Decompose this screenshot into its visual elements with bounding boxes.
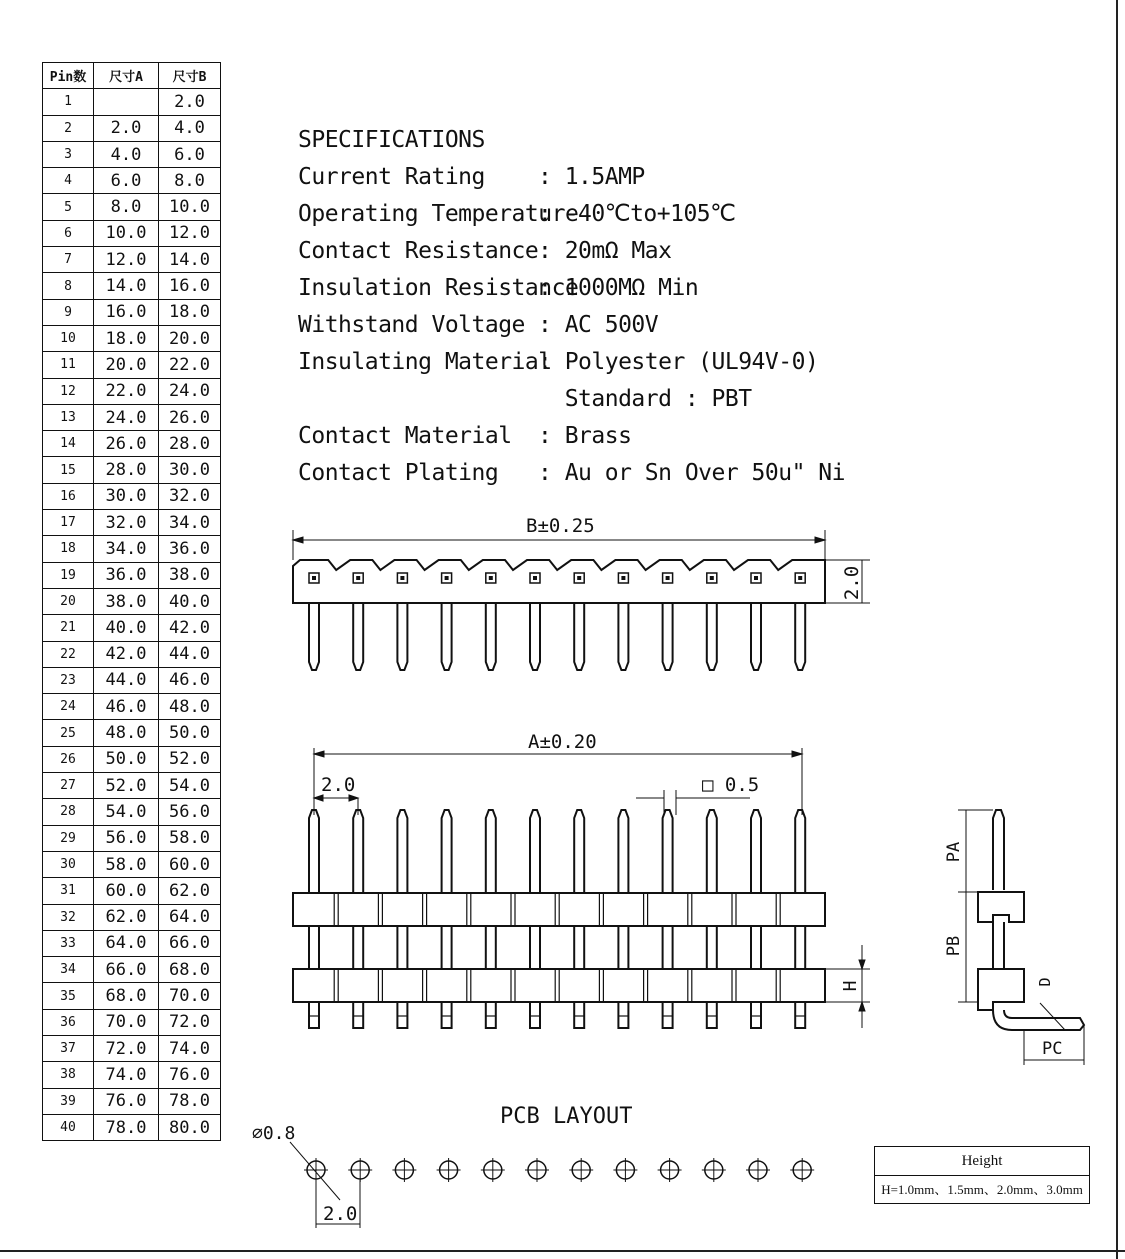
pin-count-cell: 33 bbox=[43, 930, 94, 956]
front-pin bbox=[707, 603, 717, 670]
size-a-cell: 16.0 bbox=[94, 299, 159, 325]
front-pin bbox=[353, 603, 363, 670]
top-pin-upper bbox=[530, 810, 540, 893]
size-a-cell: 54.0 bbox=[94, 799, 159, 825]
pin-count-cell: 22 bbox=[43, 641, 94, 667]
top-pin-tail bbox=[795, 1002, 805, 1028]
top-pin-tail bbox=[442, 1002, 452, 1028]
size-b-cell: 32.0 bbox=[159, 483, 221, 509]
dim-a-arrow-right bbox=[792, 751, 802, 757]
pin-count-cell: 32 bbox=[43, 904, 94, 930]
dim-pitch-label: 2.0 bbox=[321, 774, 356, 796]
size-b-cell: 38.0 bbox=[159, 562, 221, 588]
pcb-layout-title: PCB LAYOUT bbox=[500, 1104, 633, 1129]
size-b-cell: 40.0 bbox=[159, 588, 221, 614]
size-a-cell: 42.0 bbox=[94, 641, 159, 667]
size-b-cell: 78.0 bbox=[159, 1088, 221, 1114]
pin-count-cell: 11 bbox=[43, 352, 94, 378]
size-a-cell: 48.0 bbox=[94, 720, 159, 746]
size-a-cell: 20.0 bbox=[94, 352, 159, 378]
spec-value: : AC 500V bbox=[538, 312, 659, 338]
size-b-cell: 60.0 bbox=[159, 851, 221, 877]
top-pin-upper bbox=[486, 810, 496, 893]
size-a-cell: 22.0 bbox=[94, 378, 159, 404]
size-a-cell: 6.0 bbox=[94, 168, 159, 194]
pin-count-cell: 30 bbox=[43, 851, 94, 877]
top-pin-upper bbox=[397, 810, 407, 893]
size-a-cell: 68.0 bbox=[94, 983, 159, 1009]
size-b-cell: 34.0 bbox=[159, 510, 221, 536]
size-b-cell: 18.0 bbox=[159, 299, 221, 325]
size-b-cell: 14.0 bbox=[159, 247, 221, 273]
size-b-cell: 62.0 bbox=[159, 878, 221, 904]
pin-square-center bbox=[621, 576, 625, 580]
pin-count-cell: 38 bbox=[43, 1062, 94, 1088]
front-pin bbox=[618, 603, 628, 670]
pin-count-cell: 35 bbox=[43, 983, 94, 1009]
pin-square-center bbox=[445, 576, 449, 580]
size-a-cell: 10.0 bbox=[94, 220, 159, 246]
dim-h-arrow-bottom bbox=[859, 1002, 865, 1011]
pin-count-cell: 13 bbox=[43, 404, 94, 430]
size-b-cell: 46.0 bbox=[159, 667, 221, 693]
size-b-cell: 10.0 bbox=[159, 194, 221, 220]
size-a-cell: 40.0 bbox=[94, 615, 159, 641]
spec-value: : Polyester (UL94V-0) bbox=[538, 349, 819, 375]
size-a-cell: 58.0 bbox=[94, 851, 159, 877]
size-a-cell: 52.0 bbox=[94, 773, 159, 799]
height-box-values: H=1.0mm、1.5mm、2.0mm、3.0mm bbox=[881, 1182, 1083, 1197]
size-b-cell: 74.0 bbox=[159, 1035, 221, 1061]
spec-label: Insulation Resistance bbox=[298, 275, 579, 301]
size-a-cell: 62.0 bbox=[94, 904, 159, 930]
front-pin bbox=[442, 603, 452, 670]
spec-value: : Au or Sn Over 50u" Ni bbox=[538, 460, 845, 486]
size-a-cell: 2.0 bbox=[94, 115, 159, 141]
size-b-cell: 52.0 bbox=[159, 746, 221, 772]
pcb-pitch-label: 2.0 bbox=[323, 1203, 358, 1225]
pin-square-center bbox=[798, 576, 802, 580]
size-a-cell: 60.0 bbox=[94, 878, 159, 904]
size-b-cell: 22.0 bbox=[159, 352, 221, 378]
pin-count-cell: 31 bbox=[43, 878, 94, 904]
pin-count-cell: 10 bbox=[43, 325, 94, 351]
front-pin bbox=[751, 603, 761, 670]
size-b-cell: 20.0 bbox=[159, 325, 221, 351]
height-box-title: Height bbox=[875, 1147, 1089, 1176]
size-a-cell: 74.0 bbox=[94, 1062, 159, 1088]
size-a-cell: 72.0 bbox=[94, 1035, 159, 1061]
top-pin-upper bbox=[795, 810, 805, 893]
size-a-cell: 64.0 bbox=[94, 930, 159, 956]
pin-square-center bbox=[400, 576, 404, 580]
dim-h-arrow-top bbox=[859, 960, 865, 969]
pcb-layout-drawing bbox=[290, 1142, 814, 1228]
pin-square-center bbox=[754, 576, 758, 580]
size-b-cell: 44.0 bbox=[159, 641, 221, 667]
spec-label: Contact Plating bbox=[298, 460, 499, 486]
top-pin-tail bbox=[353, 1002, 363, 1028]
size-b-cell: 72.0 bbox=[159, 1009, 221, 1035]
top-pin-tail bbox=[574, 1002, 584, 1028]
pin-square-center bbox=[710, 576, 714, 580]
pcb-hole-label: ⌀0.8 bbox=[252, 1123, 296, 1144]
dim-height-label: 2.0 bbox=[841, 565, 863, 601]
header-pin-count: Pin数 bbox=[43, 63, 94, 89]
pin-count-cell: 29 bbox=[43, 825, 94, 851]
size-b-cell: 56.0 bbox=[159, 799, 221, 825]
size-a-cell: 32.0 bbox=[94, 510, 159, 536]
front-pin bbox=[795, 603, 805, 670]
pin-count-cell: 34 bbox=[43, 957, 94, 983]
top-pin-tail bbox=[663, 1002, 673, 1028]
pin-square-center bbox=[489, 576, 493, 580]
pin-count-cell: 23 bbox=[43, 667, 94, 693]
pin-count-cell: 3 bbox=[43, 141, 94, 167]
height-box bbox=[874, 1146, 1090, 1204]
pin-count-cell: 7 bbox=[43, 247, 94, 273]
top-pin-upper bbox=[663, 810, 673, 893]
pin-count-cell: 28 bbox=[43, 799, 94, 825]
top-pin-tail bbox=[530, 1002, 540, 1028]
top-pin-upper bbox=[309, 810, 319, 893]
pin-count-cell: 16 bbox=[43, 483, 94, 509]
size-a-cell: 26.0 bbox=[94, 431, 159, 457]
size-b-cell: 42.0 bbox=[159, 615, 221, 641]
pin-square-center bbox=[356, 576, 360, 580]
pin-count-cell: 17 bbox=[43, 510, 94, 536]
size-a-cell: 28.0 bbox=[94, 457, 159, 483]
pin-count-cell: 18 bbox=[43, 536, 94, 562]
size-a-cell: 30.0 bbox=[94, 483, 159, 509]
dim-a-arrow-left bbox=[314, 751, 324, 757]
front-pin bbox=[574, 603, 584, 670]
top-pin-tail bbox=[751, 1002, 761, 1028]
size-a-cell: 46.0 bbox=[94, 694, 159, 720]
size-a-cell: 34.0 bbox=[94, 536, 159, 562]
size-a-cell: 38.0 bbox=[94, 588, 159, 614]
dim-b-label: B±0.25 bbox=[526, 515, 595, 537]
spec-value: : 20mΩ Max bbox=[538, 238, 672, 264]
size-b-cell: 58.0 bbox=[159, 825, 221, 851]
top-pin-upper bbox=[618, 810, 628, 893]
spec-label: Operating Temperature bbox=[298, 201, 579, 227]
top-pin-tail bbox=[618, 1002, 628, 1028]
size-b-cell: 2.0 bbox=[159, 89, 221, 115]
size-a-cell: 24.0 bbox=[94, 404, 159, 430]
pin-count-cell: 39 bbox=[43, 1088, 94, 1114]
pin-count-cell: 4 bbox=[43, 168, 94, 194]
size-a-cell: 50.0 bbox=[94, 746, 159, 772]
pin-count-cell: 12 bbox=[43, 378, 94, 404]
spec-label: Current Rating bbox=[298, 164, 485, 190]
side-pb-label: PB bbox=[944, 935, 964, 957]
pin-count-cell: 27 bbox=[43, 773, 94, 799]
connector-body-outline bbox=[293, 560, 825, 603]
side-pa-label: PA bbox=[944, 841, 964, 863]
top-pin-upper bbox=[751, 810, 761, 893]
size-b-cell: 70.0 bbox=[159, 983, 221, 1009]
spec-label: Withstand Voltage bbox=[298, 312, 525, 338]
pin-count-cell: 24 bbox=[43, 694, 94, 720]
size-a-cell: 78.0 bbox=[94, 1114, 159, 1140]
size-a-cell: 8.0 bbox=[94, 194, 159, 220]
size-b-cell: 66.0 bbox=[159, 930, 221, 956]
pin-count-cell: 14 bbox=[43, 431, 94, 457]
size-a-cell: 66.0 bbox=[94, 957, 159, 983]
size-b-cell: 24.0 bbox=[159, 378, 221, 404]
front-pin bbox=[397, 603, 407, 670]
dim-b-arrow-right bbox=[815, 537, 825, 543]
top-pin-upper bbox=[574, 810, 584, 893]
front-pin bbox=[663, 603, 673, 670]
pin-count-cell: 19 bbox=[43, 562, 94, 588]
side-lower-housing bbox=[978, 969, 1024, 1010]
top-pin-tail bbox=[397, 1002, 407, 1028]
pin-count-cell: 26 bbox=[43, 746, 94, 772]
dim-h-label: H bbox=[840, 980, 861, 992]
front-pin bbox=[486, 603, 496, 670]
spec-label: Contact Material bbox=[298, 423, 512, 449]
side-view-drawing bbox=[958, 810, 1084, 1065]
dim-a-label: A±0.20 bbox=[528, 731, 597, 753]
front-pin bbox=[530, 603, 540, 670]
side-pin-top bbox=[993, 810, 1004, 890]
pin-count-cell: 15 bbox=[43, 457, 94, 483]
size-a-cell: 70.0 bbox=[94, 1009, 159, 1035]
pin-count-cell: 36 bbox=[43, 1009, 94, 1035]
size-b-cell: 12.0 bbox=[159, 220, 221, 246]
size-b-cell: 26.0 bbox=[159, 404, 221, 430]
front-pin bbox=[309, 603, 319, 670]
spec-value: : Brass bbox=[538, 423, 632, 449]
side-d-label: D bbox=[1036, 977, 1054, 987]
side-d-leader bbox=[1040, 1003, 1065, 1030]
size-a-cell: 18.0 bbox=[94, 325, 159, 351]
side-upper-housing bbox=[978, 892, 1024, 922]
top-view-drawing bbox=[293, 748, 870, 1028]
pin-square-center bbox=[577, 576, 581, 580]
size-b-cell: 76.0 bbox=[159, 1062, 221, 1088]
size-b-cell: 68.0 bbox=[159, 957, 221, 983]
size-a-cell: 44.0 bbox=[94, 667, 159, 693]
size-b-cell: 6.0 bbox=[159, 141, 221, 167]
top-pin-tail bbox=[309, 1002, 319, 1028]
size-b-cell: 28.0 bbox=[159, 431, 221, 457]
pin-count-cell: 1 bbox=[43, 89, 94, 115]
spec-label: Insulating Material bbox=[298, 349, 552, 375]
size-b-cell: 30.0 bbox=[159, 457, 221, 483]
pin-count-cell: 6 bbox=[43, 220, 94, 246]
pin-count-cell: 9 bbox=[43, 299, 94, 325]
pin-count-cell: 25 bbox=[43, 720, 94, 746]
side-pc-label: PC bbox=[1042, 1039, 1063, 1059]
pin-square-center bbox=[666, 576, 670, 580]
size-b-cell: 50.0 bbox=[159, 720, 221, 746]
top-pin-tail bbox=[486, 1002, 496, 1028]
pin-square-center bbox=[533, 576, 537, 580]
size-b-cell: 54.0 bbox=[159, 773, 221, 799]
header-size-b: 尺寸B bbox=[159, 63, 221, 89]
top-pin-tail bbox=[707, 1002, 717, 1028]
size-b-cell: 64.0 bbox=[159, 904, 221, 930]
spec-value: : -40℃to+105℃ bbox=[538, 201, 736, 227]
dim-b-arrow-left bbox=[293, 537, 303, 543]
pin-count-cell: 40 bbox=[43, 1114, 94, 1140]
size-b-cell: 48.0 bbox=[159, 694, 221, 720]
size-a-cell: 76.0 bbox=[94, 1088, 159, 1114]
size-b-cell: 4.0 bbox=[159, 115, 221, 141]
size-b-cell: 16.0 bbox=[159, 273, 221, 299]
front-view-drawing bbox=[293, 530, 870, 670]
pin-count-cell: 2 bbox=[43, 115, 94, 141]
size-a-cell: 56.0 bbox=[94, 825, 159, 851]
size-b-cell: 80.0 bbox=[159, 1114, 221, 1140]
top-pin-upper bbox=[353, 810, 363, 893]
size-a-cell: 12.0 bbox=[94, 247, 159, 273]
pin-count-cell: 5 bbox=[43, 194, 94, 220]
side-bent-pin bbox=[993, 1010, 1084, 1030]
pcb-hole-leader bbox=[290, 1142, 340, 1200]
spec-value: : 1.5AMP bbox=[538, 164, 645, 190]
top-pin-upper bbox=[707, 810, 717, 893]
dim-pin-square-label: □ 0.5 bbox=[702, 774, 760, 796]
top-pin-upper bbox=[442, 810, 452, 893]
header-size-a: 尺寸A bbox=[94, 63, 159, 89]
pin-count-cell: 8 bbox=[43, 273, 94, 299]
pin-count-cell: 20 bbox=[43, 588, 94, 614]
spec-value: Standard : PBT bbox=[538, 386, 752, 412]
pin-square-center bbox=[312, 576, 316, 580]
size-a-cell: 36.0 bbox=[94, 562, 159, 588]
size-b-cell: 8.0 bbox=[159, 168, 221, 194]
specifications-title: SPECIFICATIONS bbox=[298, 127, 485, 153]
spec-label: Contact Resistance bbox=[298, 238, 539, 264]
size-b-cell: 36.0 bbox=[159, 536, 221, 562]
pin-count-cell: 37 bbox=[43, 1035, 94, 1061]
size-a-cell: 14.0 bbox=[94, 273, 159, 299]
pin-count-cell: 21 bbox=[43, 615, 94, 641]
size-a-cell: 4.0 bbox=[94, 141, 159, 167]
spec-value: : 1000MΩ Min bbox=[538, 275, 699, 301]
